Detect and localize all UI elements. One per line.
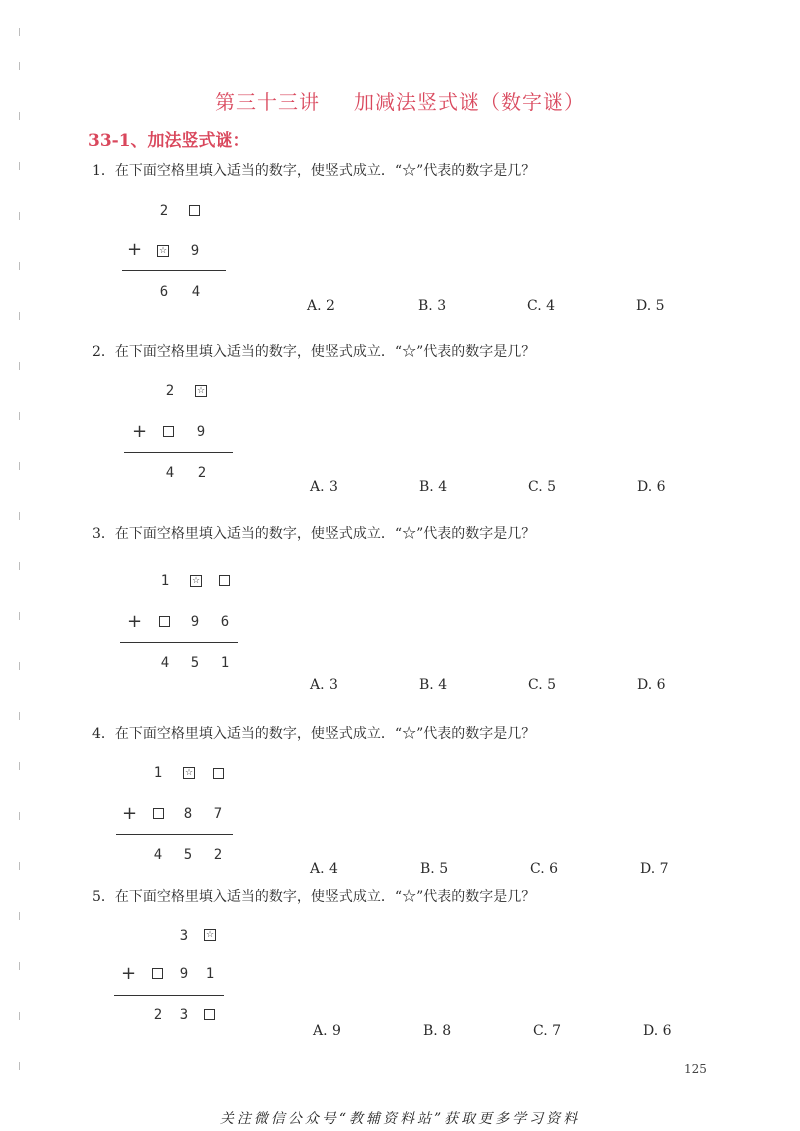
question-4 — [92, 723, 535, 743]
option-a[interactable]: A. 3 — [310, 479, 338, 495]
digit: 8 — [183, 806, 193, 822]
blank-box — [163, 426, 174, 437]
option-c[interactable]: C. 5 — [528, 479, 557, 495]
option-b[interactable]: B. 8 — [423, 1023, 452, 1039]
digit: 5 — [183, 847, 193, 863]
star-box: ☆ — [184, 768, 194, 778]
digit: 1 — [220, 655, 230, 671]
digit: 3 — [179, 928, 189, 944]
margin-mark — [19, 212, 20, 220]
digit: 4 — [160, 655, 170, 671]
digit: 1 — [153, 765, 163, 781]
question-number: 1． — [92, 163, 115, 179]
lecture-number: 第三十三讲 — [215, 90, 320, 114]
option-a[interactable]: A. 3 — [310, 677, 338, 693]
question-2 — [92, 341, 535, 361]
blank-box — [204, 1009, 215, 1020]
option-d[interactable]: D. 6 — [637, 677, 666, 693]
margin-mark — [19, 912, 20, 920]
margin-mark — [19, 512, 20, 520]
question-3 — [92, 523, 535, 543]
margin-mark — [19, 562, 20, 570]
plus-sign: + — [127, 611, 143, 632]
digit: 9 — [196, 424, 206, 440]
margin-mark — [19, 812, 20, 820]
digit: 2 — [165, 383, 175, 399]
option-b[interactable]: B. 4 — [419, 677, 448, 693]
question-1 — [92, 160, 535, 180]
star-box: ☆ — [205, 930, 215, 940]
blank-box — [219, 575, 230, 586]
margin-mark — [19, 312, 20, 320]
digit: 9 — [190, 243, 200, 259]
question-number: 3． — [92, 526, 115, 542]
blank-box — [152, 968, 163, 979]
margin-mark — [19, 1062, 20, 1070]
digit: 7 — [213, 806, 223, 822]
plus-sign: + — [122, 803, 138, 824]
margin-mark — [19, 462, 20, 470]
option-b[interactable]: B. 4 — [419, 479, 448, 495]
lecture-topic: 加减法竖式谜（数字谜） — [354, 90, 585, 114]
page-title — [0, 86, 800, 115]
question-text: 在下面空格里填入适当的数字，使竖式成立．“☆”代表的数字是几？ — [114, 726, 536, 742]
digit: 2 — [213, 847, 223, 863]
margin-mark — [19, 712, 20, 720]
plus-sign: + — [121, 963, 137, 984]
option-a[interactable]: A. 2 — [307, 298, 335, 314]
margin-mark — [19, 28, 20, 36]
digit: 4 — [191, 284, 201, 300]
digit: 4 — [165, 465, 175, 481]
digit: 9 — [190, 614, 200, 630]
sum-line — [120, 642, 238, 643]
option-d[interactable]: D. 7 — [640, 861, 669, 877]
digit: 4 — [153, 847, 163, 863]
question-number: 4． — [92, 726, 115, 742]
option-b[interactable]: B. 5 — [420, 861, 449, 877]
margin-mark — [19, 662, 20, 670]
blank-box — [189, 205, 200, 216]
sum-line — [124, 452, 233, 453]
margin-mark — [19, 412, 20, 420]
digit: 5 — [190, 655, 200, 671]
digit: 2 — [197, 465, 207, 481]
margin-mark — [19, 62, 20, 70]
footer-note: 关注微信公众号“教辅资料站”获取更多学习资料 — [219, 1111, 581, 1127]
question-text: 在下面空格里填入适当的数字，使竖式成立．“☆”代表的数字是几？ — [114, 344, 536, 360]
option-c[interactable]: C. 5 — [528, 677, 557, 693]
plus-sign: + — [132, 421, 148, 442]
digit: 6 — [159, 284, 169, 300]
digit: 1 — [160, 573, 170, 589]
sum-line — [114, 995, 224, 996]
question-text: 在下面空格里填入适当的数字，使竖式成立．“☆”代表的数字是几？ — [114, 889, 536, 905]
margin-mark — [19, 262, 20, 270]
option-c[interactable]: C. 4 — [527, 298, 556, 314]
digit: 9 — [179, 966, 189, 982]
digit: 3 — [179, 1007, 189, 1023]
option-a[interactable]: A. 4 — [310, 861, 338, 877]
digit: 1 — [205, 966, 215, 982]
margin-mark — [19, 162, 20, 170]
digit: 2 — [159, 203, 169, 219]
digit: 6 — [220, 614, 230, 630]
margin-mark — [19, 962, 20, 970]
question-number: 5． — [92, 889, 115, 905]
option-d[interactable]: D. 6 — [637, 479, 666, 495]
sum-line — [116, 834, 233, 835]
blank-box — [159, 616, 170, 627]
star-box: ☆ — [196, 386, 206, 396]
margin-mark — [19, 1012, 20, 1020]
margin-mark — [19, 362, 20, 370]
blank-box — [153, 808, 164, 819]
digit: 2 — [153, 1007, 163, 1023]
question-5 — [92, 886, 535, 906]
option-a[interactable]: A. 9 — [313, 1023, 341, 1039]
question-text: 在下面空格里填入适当的数字，使竖式成立．“☆”代表的数字是几？ — [114, 526, 536, 542]
star-box: ☆ — [158, 246, 168, 256]
option-c[interactable]: C. 7 — [533, 1023, 562, 1039]
star-box: ☆ — [191, 576, 201, 586]
option-d[interactable]: D. 6 — [643, 1023, 672, 1039]
blank-box — [213, 768, 224, 779]
option-c[interactable]: C. 6 — [530, 861, 559, 877]
option-b[interactable]: B. 3 — [418, 298, 447, 314]
section-heading: 33-1、加法竖式谜： — [88, 131, 250, 151]
margin-mark — [19, 862, 20, 870]
sum-line — [122, 270, 226, 271]
margin-mark — [19, 762, 20, 770]
plus-sign: + — [127, 239, 143, 260]
page-number: 125 — [684, 1062, 707, 1076]
question-number: 2． — [92, 344, 115, 360]
option-d[interactable]: D. 5 — [636, 298, 665, 314]
margin-mark — [19, 612, 20, 620]
question-text: 在下面空格里填入适当的数字，使竖式成立．“☆”代表的数字是几？ — [114, 163, 536, 179]
